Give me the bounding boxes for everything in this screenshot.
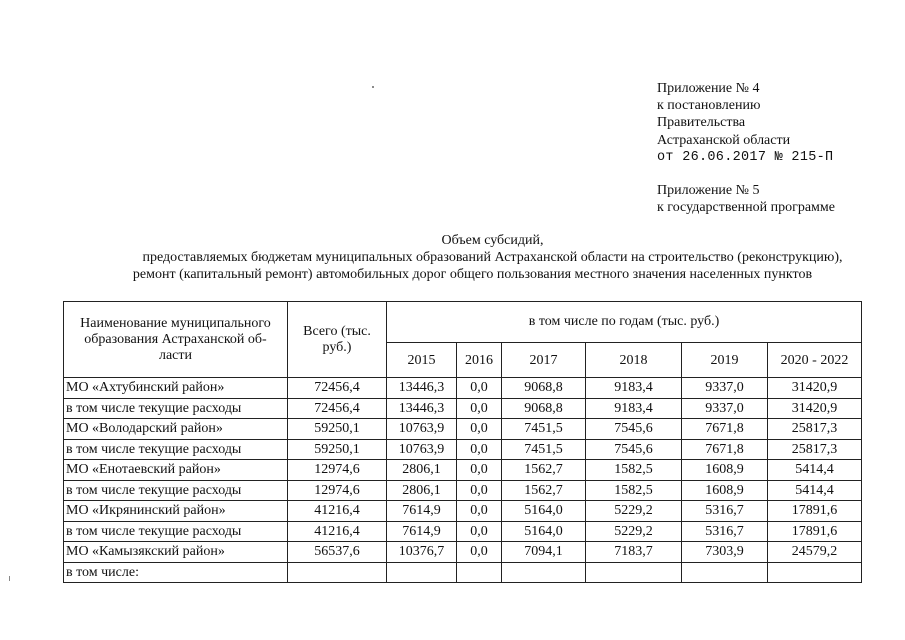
header-name: Наименование муниципального образования Астраханской об-ласти [64,302,288,378]
cell-2020-2022: 31420,9 [768,398,862,419]
cell-2015: 13446,3 [387,378,457,399]
cell-2015: 2806,1 [387,460,457,481]
cell-total: 56537,6 [288,542,387,563]
table-row [64,480,862,501]
table-row [64,562,862,583]
subsidies-table [63,301,862,583]
document-title: Объем субсидий, [441,233,544,248]
cell-2020-2022: 25817,3 [768,419,862,440]
cell-2018: 5229,2 [586,501,682,522]
table-row [64,439,862,460]
cell-total [288,562,387,583]
cell-2016: 0,0 [457,521,502,542]
cell-name: МО «Ахтубинский район» [64,378,288,399]
cell-2020-2022: 17891,6 [768,521,862,542]
cell-2018: 7183,7 [586,542,682,563]
cell-2015 [387,562,457,583]
cell-2016: 0,0 [457,460,502,481]
cell-name: МО «Камызякский район» [64,542,288,563]
cell-2016: 0,0 [457,480,502,501]
header-year: 2015 [387,343,457,378]
cell-2019: 7671,8 [682,419,768,440]
table-row [64,398,862,419]
appendix-5-line: к государственной программе [657,200,835,216]
cell-total: 59250,1 [288,419,387,440]
cell-name: в том числе текущие расходы [64,439,288,460]
table-row [64,521,862,542]
cell-total: 59250,1 [288,439,387,460]
cell-2016: 0,0 [457,378,502,399]
cell-2020-2022: 25817,3 [768,439,862,460]
table-row [64,542,862,563]
table-row [64,460,862,481]
header-total: Всего (тыс. руб.) [288,302,387,378]
header-year: 2016 [457,343,502,378]
cell-2019: 5316,7 [682,521,768,542]
cell-2020-2022: 5414,4 [768,480,862,501]
cell-2020-2022: 31420,9 [768,378,862,399]
cell-2016: 0,0 [457,542,502,563]
appendix-4-line: Приложение № 4 [657,81,760,96]
cell-total: 72456,4 [288,378,387,399]
cell-name: в том числе: [64,562,288,583]
cell-name: в том числе текущие расходы [64,398,288,419]
cell-2015: 10763,9 [387,419,457,440]
cell-2018: 9183,4 [586,378,682,399]
cell-2015: 2806,1 [387,480,457,501]
cell-2019 [682,562,768,583]
cell-2018 [586,562,682,583]
appendix-4-line: к постановлению [657,98,761,114]
cell-2016 [457,562,502,583]
cell-2017: 7451,5 [502,439,586,460]
cell-2016: 0,0 [457,439,502,460]
cell-2018: 5229,2 [586,521,682,542]
cell-2020-2022: 24579,2 [768,542,862,563]
cell-total: 12974,6 [288,460,387,481]
cell-total: 72456,4 [288,398,387,419]
cell-2019: 7303,9 [682,542,768,563]
cell-2017: 1562,7 [502,460,586,481]
cell-2016: 0,0 [457,398,502,419]
appendix-4-date-line: от 26.06.2017 № 215-П [657,149,834,165]
document-subtitle-line: предоставляемых бюджетам муниципальных образований Астраханской области на строительство (реконструкцию), [142,250,843,265]
header-year: 2018 [586,343,682,378]
header-year: 2020 - 2022 [768,343,862,378]
table-row [64,501,862,522]
table-row [64,378,862,399]
cell-2018: 9183,4 [586,398,682,419]
table-row [64,419,862,440]
cell-2018: 1582,5 [586,480,682,501]
appendix-5-header [657,182,835,216]
header-year: 2017 [502,343,586,378]
cell-2018: 7545,6 [586,439,682,460]
cell-total: 12974,6 [288,480,387,501]
cell-2015: 13446,3 [387,398,457,419]
cell-2019: 1608,9 [682,460,768,481]
cell-2017: 7451,5 [502,419,586,440]
cell-total: 41216,4 [288,501,387,522]
cell-2015: 10376,7 [387,542,457,563]
scan-speck [9,576,10,581]
cell-2017: 9068,8 [502,378,586,399]
cell-2015: 7614,9 [387,521,457,542]
cell-2016: 0,0 [457,419,502,440]
cell-2020-2022: 5414,4 [768,460,862,481]
cell-2017: 1562,7 [502,480,586,501]
cell-2017: 7094,1 [502,542,586,563]
cell-name: в том числе текущие расходы [64,521,288,542]
cell-2015: 10763,9 [387,439,457,460]
appendix-5-line: Приложение № 5 [657,183,760,198]
appendix-4-line: Правительства [657,115,746,131]
cell-total: 41216,4 [288,521,387,542]
table-body [64,378,862,583]
appendix-4-header [657,80,833,166]
cell-2020-2022 [768,562,862,583]
cell-2017: 5164,0 [502,521,586,542]
cell-2019: 1608,9 [682,480,768,501]
appendix-4-line: Астраханской области [657,132,791,148]
cell-2018: 7545,6 [586,419,682,440]
document-subtitle-line: ремонт (капитальный ремонт) автомобильных дорог общего пользования местного значения населенных пунктов [132,267,813,282]
header-year: 2019 [682,343,768,378]
cell-name: МО «Енотаевский район» [64,460,288,481]
cell-2017: 5164,0 [502,501,586,522]
cell-2019: 5316,7 [682,501,768,522]
cell-2015: 7614,9 [387,501,457,522]
cell-2019: 7671,8 [682,439,768,460]
cell-2020-2022: 17891,6 [768,501,862,522]
cell-2017 [502,562,586,583]
cell-2018: 1582,5 [586,460,682,481]
cell-name: в том числе текущие расходы [64,480,288,501]
cell-2019: 9337,0 [682,398,768,419]
header-by-years: в том числе по годам (тыс. руб.) [387,302,862,343]
cell-2017: 9068,8 [502,398,586,419]
cell-name: МО «Икрянинский район» [64,501,288,522]
scan-speck [372,86,374,88]
cell-name: МО «Володарский район» [64,419,288,440]
cell-2016: 0,0 [457,501,502,522]
table-header-row [64,302,862,343]
cell-2019: 9337,0 [682,378,768,399]
